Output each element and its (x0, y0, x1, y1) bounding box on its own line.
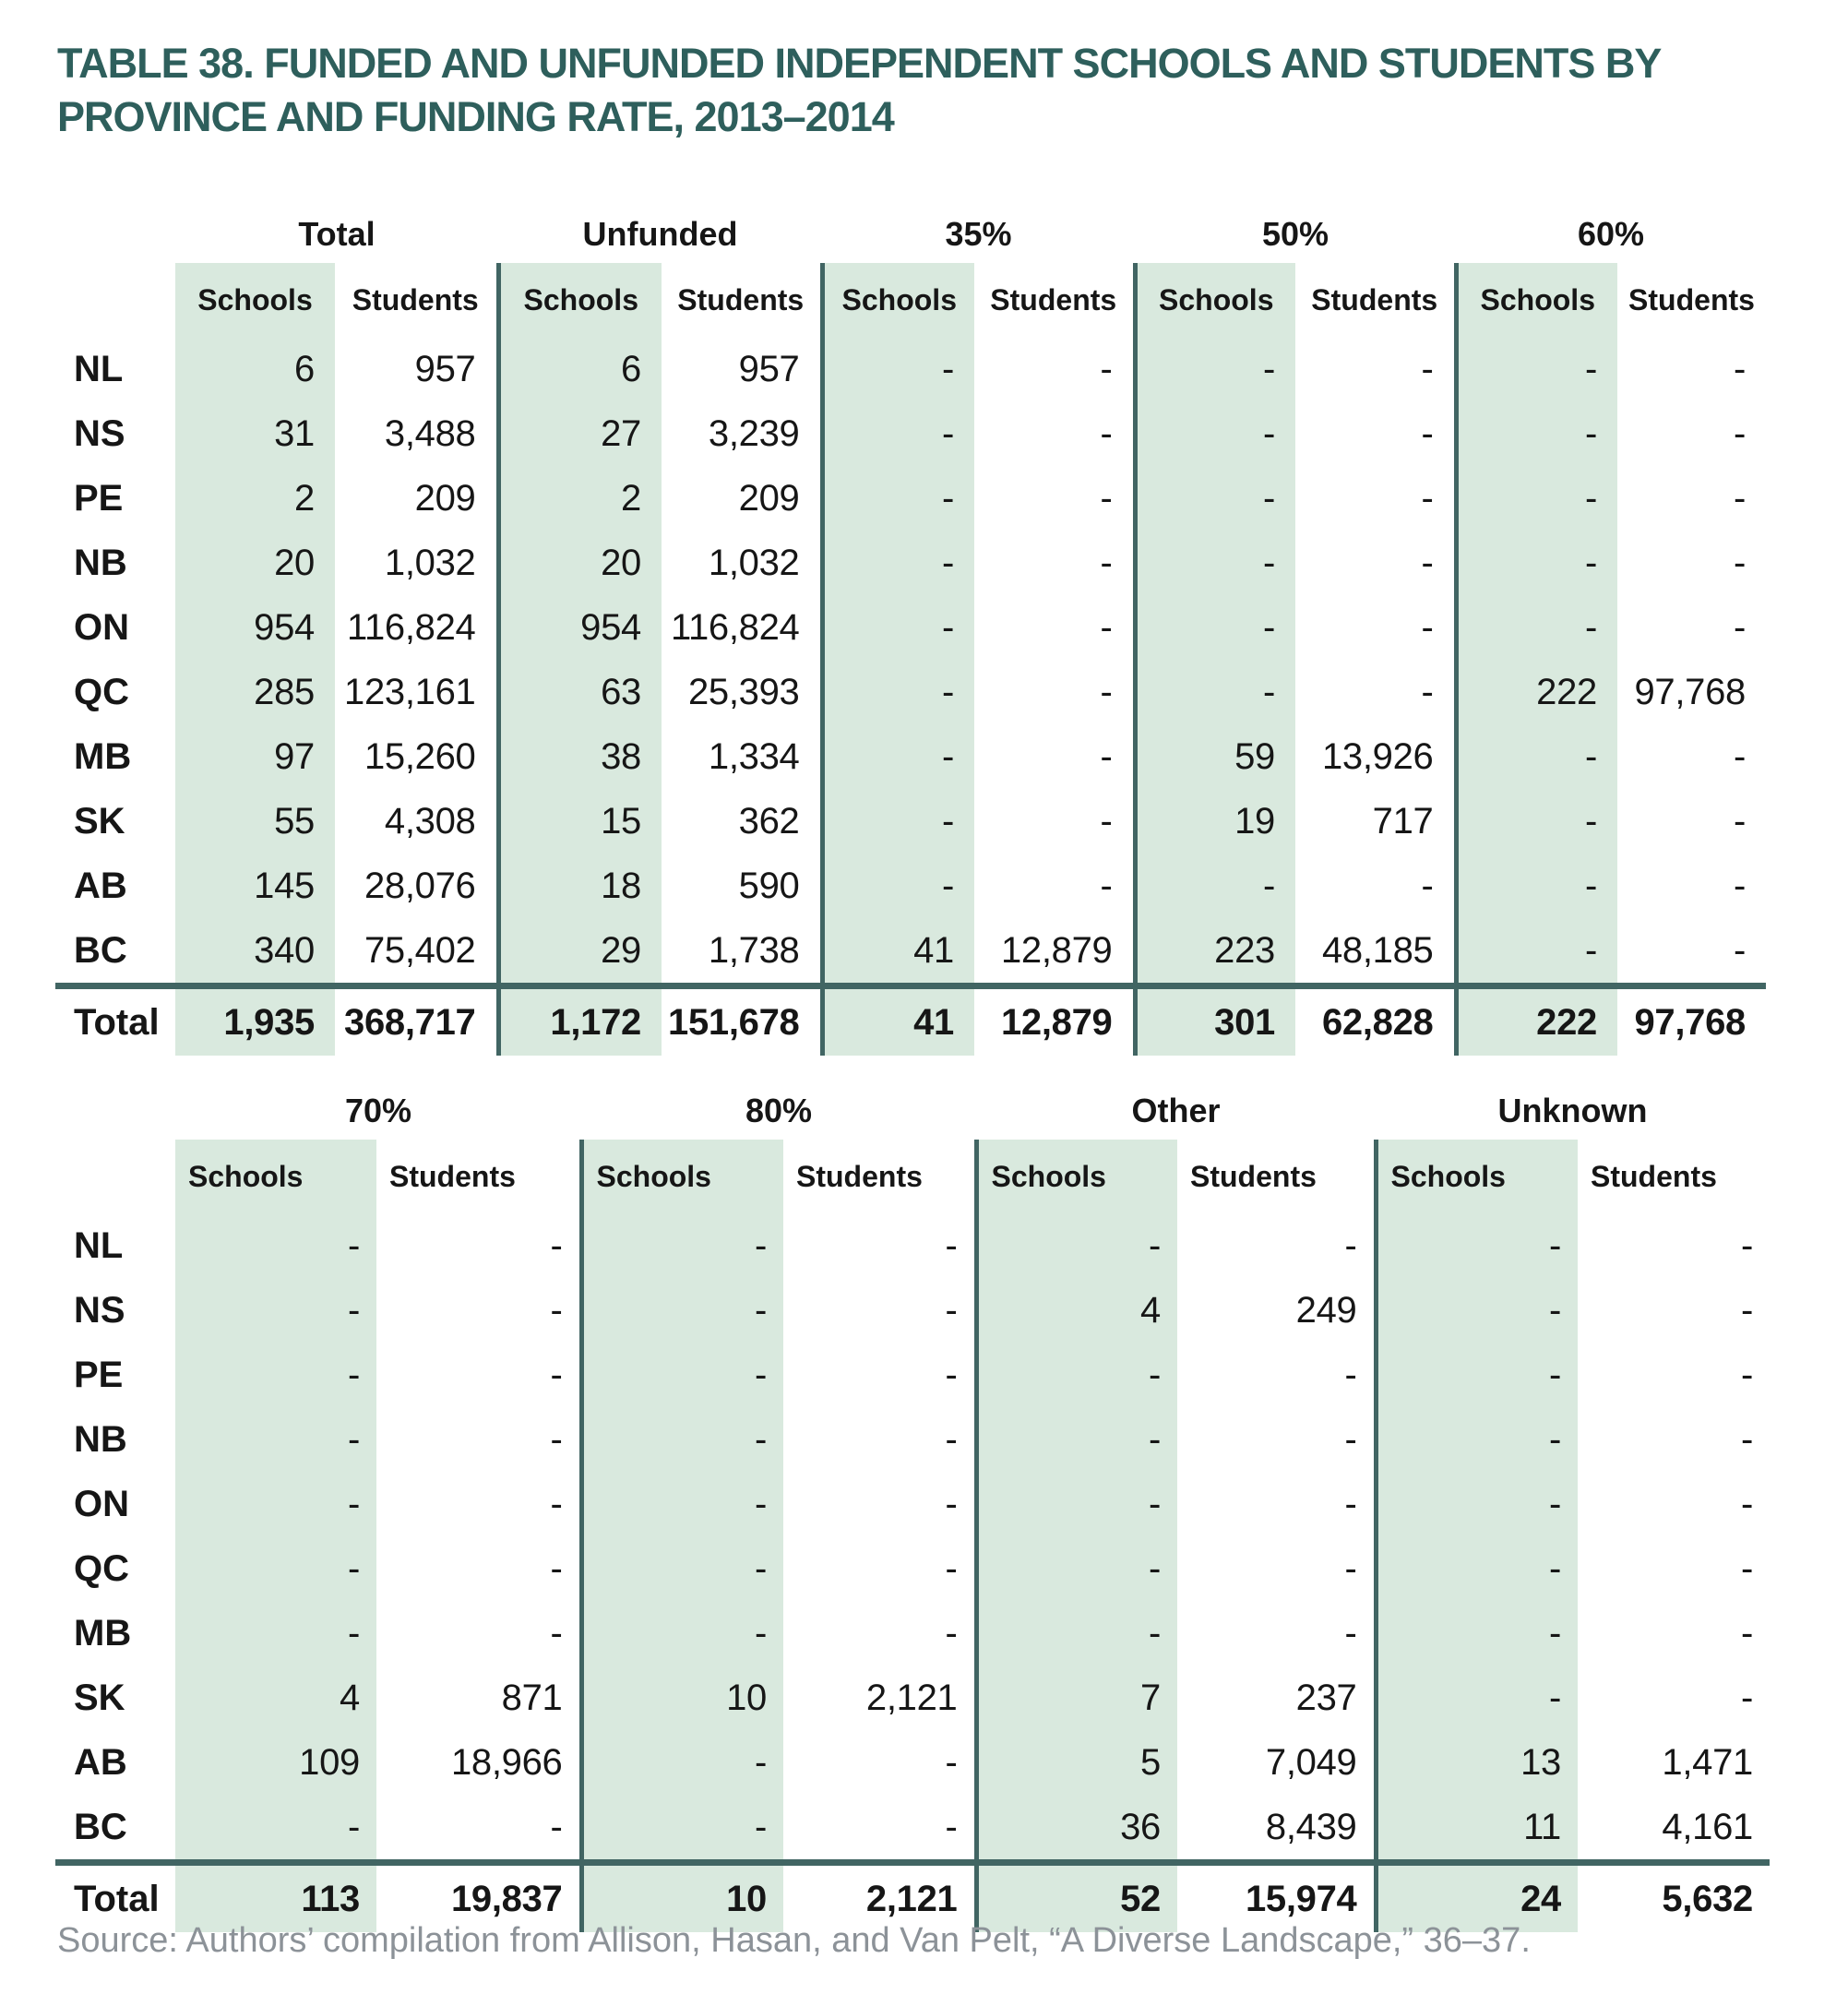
schools-cell: 27 (498, 401, 662, 466)
table-row (55, 1601, 1770, 1666)
students-cell: - (1344, 1612, 1357, 1654)
column-header: Schools (175, 1140, 376, 1213)
table-row (55, 724, 1766, 789)
students-cell: 3,488 (384, 412, 476, 454)
students-cell: - (550, 1418, 563, 1460)
students-cell: 1,334 (708, 735, 800, 777)
schools-cell: - (1135, 854, 1295, 918)
students-cell: 12,879 (974, 986, 1135, 1057)
students-cell: - (945, 1354, 958, 1395)
students-cell: 116,824 (670, 606, 800, 648)
students-cell: - (945, 1806, 958, 1847)
corner-cell (55, 1081, 175, 1140)
schools-cell: - (1456, 466, 1617, 531)
schools-cell: - (581, 1343, 783, 1407)
students-cell: 209 (414, 477, 476, 519)
table-row (55, 1666, 1770, 1730)
schools-cell: 52 (976, 1863, 1177, 1933)
students-cell: - (550, 1354, 563, 1395)
column-header: Students (1628, 282, 1755, 316)
source-note: Source: Authors’ compilation from Allison, Hasan, and Van Pelt, “A Diverse Landscape,” 36–37. (57, 1921, 1531, 1960)
students-cell: - (1344, 1547, 1357, 1589)
corner-cell (55, 263, 175, 337)
schools-cell: 10 (581, 1666, 783, 1730)
group-header: 35% (945, 215, 1012, 253)
column-header: Students (1311, 282, 1438, 316)
students-cell: 97,768 (1617, 986, 1766, 1057)
students-cell: 3,239 (708, 412, 800, 454)
table-row (55, 1278, 1770, 1343)
students-cell: 5,632 (1578, 1863, 1770, 1933)
row-label: NS (74, 1289, 125, 1331)
schools-cell: 145 (175, 854, 335, 918)
schools-cell: - (822, 337, 974, 401)
students-cell: - (1421, 606, 1434, 648)
row-label: PE (74, 477, 124, 519)
table-row (55, 789, 1766, 854)
students-cell: - (1421, 348, 1434, 389)
table-title-line2: PROVINCE AND FUNDING RATE, 2013–2014 (57, 93, 894, 140)
students-cell: - (945, 1289, 958, 1331)
column-header: Students (352, 282, 479, 316)
schools-cell: 6 (498, 337, 662, 401)
schools-cell: - (822, 466, 974, 531)
column-header: Students (1190, 1159, 1317, 1193)
table-row (55, 1472, 1770, 1536)
column-header: Students (1591, 1159, 1717, 1193)
column-header: Students (389, 1159, 516, 1193)
column-header: Schools (175, 263, 335, 337)
students-cell: - (945, 1612, 958, 1654)
students-cell: - (1733, 865, 1746, 906)
students-cell: - (550, 1289, 563, 1331)
table-row (55, 1795, 1770, 1863)
students-cell: 12,879 (1000, 929, 1113, 971)
schools-cell: - (1376, 1278, 1578, 1343)
schools-cell: 41 (822, 986, 974, 1057)
group-header: Total (298, 215, 376, 253)
students-cell: 13,926 (1321, 735, 1434, 777)
group-header: 80% (745, 1092, 813, 1129)
students-cell: - (1740, 1418, 1753, 1460)
funding-table-top (55, 205, 1766, 1056)
schools-cell: - (581, 1213, 783, 1278)
schools-cell: 41 (822, 918, 974, 986)
students-cell: - (550, 1483, 563, 1524)
schools-cell: - (581, 1730, 783, 1795)
schools-cell: - (175, 1213, 376, 1278)
schools-cell: - (976, 1343, 1177, 1407)
corner-cell (55, 1140, 175, 1213)
students-cell: - (1421, 477, 1434, 519)
row-label: ON (74, 1483, 129, 1524)
schools-cell: - (175, 1343, 376, 1407)
row-label: SK (74, 1677, 125, 1718)
schools-cell: - (1135, 337, 1295, 401)
table-row (55, 595, 1766, 660)
schools-cell: - (1135, 401, 1295, 466)
schools-cell: 19 (1135, 789, 1295, 854)
students-cell: 717 (1372, 800, 1434, 842)
students-cell: 15,974 (1177, 1863, 1376, 1933)
table-row (55, 466, 1766, 531)
table-row (55, 1213, 1770, 1278)
column-header: Schools (976, 1140, 1177, 1213)
students-cell: 15,260 (364, 735, 476, 777)
students-cell: - (1100, 606, 1113, 648)
students-cell: 2,121 (865, 1677, 958, 1718)
students-cell: 97,768 (1634, 671, 1746, 712)
schools-cell: 6 (175, 337, 335, 401)
students-cell: 957 (738, 348, 800, 389)
schools-cell: - (175, 1472, 376, 1536)
students-cell: - (1100, 865, 1113, 906)
schools-cell: - (822, 401, 974, 466)
schools-cell: 4 (976, 1278, 1177, 1343)
students-cell: - (945, 1418, 958, 1460)
table-row (55, 1536, 1770, 1601)
table-title (57, 37, 1773, 144)
row-label: PE (74, 1354, 124, 1395)
schools-cell: 954 (498, 595, 662, 660)
schools-cell: - (1456, 854, 1617, 918)
schools-cell: - (1456, 401, 1617, 466)
students-cell: - (550, 1547, 563, 1589)
students-cell: - (1100, 671, 1113, 712)
schools-cell: 18 (498, 854, 662, 918)
schools-cell: - (822, 660, 974, 724)
schools-cell: 223 (1135, 918, 1295, 986)
students-cell: 4,161 (1662, 1806, 1753, 1847)
table-row (55, 854, 1766, 918)
students-cell: 4,308 (384, 800, 476, 842)
schools-cell: - (581, 1472, 783, 1536)
schools-cell: 109 (175, 1730, 376, 1795)
students-cell: 1,471 (1662, 1741, 1753, 1783)
students-cell: 871 (501, 1677, 563, 1718)
schools-cell: - (1456, 918, 1617, 986)
schools-cell: 20 (175, 531, 335, 595)
students-cell: 1,032 (708, 542, 800, 583)
students-cell: 19,837 (376, 1863, 581, 1933)
schools-cell: 15 (498, 789, 662, 854)
table-row (55, 918, 1766, 986)
students-cell: 957 (414, 348, 476, 389)
table-title-line1: TABLE 38. FUNDED AND UNFUNDED INDEPENDENT SCHOOLS AND STUDENTS BY (57, 40, 1662, 87)
students-cell: - (1740, 1289, 1753, 1331)
students-cell: - (945, 1224, 958, 1266)
schools-cell: - (822, 789, 974, 854)
schools-cell: - (1376, 1536, 1578, 1601)
students-cell: 249 (1295, 1289, 1357, 1331)
schools-cell: - (581, 1601, 783, 1666)
students-cell: - (1100, 542, 1113, 583)
schools-cell: 5 (976, 1730, 1177, 1795)
schools-cell: - (1456, 531, 1617, 595)
group-header: Other (1131, 1092, 1221, 1129)
schools-cell: 285 (175, 660, 335, 724)
row-label: QC (74, 671, 129, 712)
students-cell: 151,678 (662, 986, 822, 1057)
students-cell: - (1733, 477, 1746, 519)
row-label: MB (74, 1612, 132, 1654)
students-cell: - (1740, 1547, 1753, 1589)
schools-cell: - (581, 1278, 783, 1343)
students-cell: 209 (738, 477, 800, 519)
row-label: ON (74, 606, 129, 648)
schools-cell: 1,172 (498, 986, 662, 1057)
students-cell: - (945, 1741, 958, 1783)
column-header: Schools (1376, 1140, 1578, 1213)
students-cell: - (1740, 1677, 1753, 1718)
students-cell: - (1421, 542, 1434, 583)
schools-cell: - (822, 531, 974, 595)
schools-cell: 954 (175, 595, 335, 660)
schools-cell: 24 (1376, 1863, 1578, 1933)
students-cell: 1,738 (708, 929, 800, 971)
schools-cell: - (175, 1795, 376, 1863)
students-cell: - (945, 1483, 958, 1524)
schools-cell: 1,935 (175, 986, 335, 1057)
column-header: Schools (498, 263, 662, 337)
group-header: Unfunded (582, 215, 738, 253)
table-row (55, 1407, 1770, 1472)
funding-table-bottom (55, 1081, 1770, 1932)
column-header: Schools (581, 1140, 783, 1213)
row-label: NL (74, 348, 124, 389)
schools-cell: 10 (581, 1863, 783, 1933)
subheader-row (55, 263, 1766, 337)
schools-cell: - (822, 854, 974, 918)
schools-cell: - (1376, 1213, 1578, 1278)
students-cell: 2,121 (783, 1863, 976, 1933)
schools-cell: 7 (976, 1666, 1177, 1730)
schools-cell: - (976, 1472, 1177, 1536)
total-row (55, 986, 1766, 1057)
students-cell: - (550, 1612, 563, 1654)
row-label: AB (74, 865, 127, 906)
group-header-row (55, 205, 1766, 263)
schools-cell: - (581, 1536, 783, 1601)
students-cell: - (1740, 1224, 1753, 1266)
schools-cell: 13 (1376, 1730, 1578, 1795)
column-header: Schools (822, 263, 974, 337)
students-cell: 18,966 (450, 1741, 563, 1783)
students-cell: - (1733, 542, 1746, 583)
students-cell: - (1100, 800, 1113, 842)
schools-cell: - (581, 1795, 783, 1863)
schools-cell: 301 (1135, 986, 1295, 1057)
schools-cell: 31 (175, 401, 335, 466)
students-cell: 1,032 (384, 542, 476, 583)
schools-cell: - (175, 1278, 376, 1343)
schools-cell: - (1376, 1343, 1578, 1407)
schools-cell: - (1456, 789, 1617, 854)
schools-cell: - (976, 1407, 1177, 1472)
column-header: Schools (1135, 263, 1295, 337)
students-cell: - (1733, 800, 1746, 842)
schools-cell: 36 (976, 1795, 1177, 1863)
students-cell: - (1100, 477, 1113, 519)
students-cell: 368,717 (335, 986, 498, 1057)
table-row (55, 1343, 1770, 1407)
schools-cell: 38 (498, 724, 662, 789)
schools-cell: - (822, 595, 974, 660)
students-cell: 590 (738, 865, 800, 906)
table-row (55, 660, 1766, 724)
schools-cell: - (175, 1536, 376, 1601)
column-header: Students (677, 282, 805, 316)
students-cell: 116,824 (346, 606, 476, 648)
students-cell: - (1344, 1354, 1357, 1395)
group-header: Unknown (1497, 1092, 1648, 1129)
students-cell: - (1344, 1224, 1357, 1266)
students-cell: 25,393 (687, 671, 800, 712)
column-header: Schools (1456, 263, 1617, 337)
students-cell: - (1421, 412, 1434, 454)
row-label: NS (74, 412, 125, 454)
schools-cell: - (822, 724, 974, 789)
schools-cell: - (1376, 1407, 1578, 1472)
row-label: NB (74, 1418, 127, 1460)
schools-cell: 29 (498, 918, 662, 986)
table-row (55, 1730, 1770, 1795)
students-cell: 237 (1295, 1677, 1357, 1718)
column-header: Students (990, 282, 1117, 316)
schools-cell: - (1376, 1666, 1578, 1730)
students-cell: - (1733, 735, 1746, 777)
schools-cell: - (1135, 660, 1295, 724)
row-label: NB (74, 542, 127, 583)
students-cell: - (1421, 865, 1434, 906)
row-label: SK (74, 800, 125, 842)
schools-cell: - (1135, 466, 1295, 531)
students-cell: - (1100, 348, 1113, 389)
schools-cell: 340 (175, 918, 335, 986)
table-row (55, 337, 1766, 401)
schools-cell: - (1135, 531, 1295, 595)
schools-cell: - (175, 1407, 376, 1472)
schools-cell: 113 (175, 1863, 376, 1933)
students-cell: - (550, 1224, 563, 1266)
row-label: BC (74, 1806, 127, 1847)
students-cell: - (1100, 735, 1113, 777)
students-cell: 123,161 (344, 671, 476, 712)
group-header: 60% (1577, 215, 1645, 253)
schools-cell: - (976, 1213, 1177, 1278)
row-label: NL (74, 1224, 124, 1266)
corner-cell (55, 205, 175, 263)
schools-cell: 11 (1376, 1795, 1578, 1863)
students-cell: - (1733, 412, 1746, 454)
students-cell: - (1344, 1418, 1357, 1460)
students-cell: 362 (738, 800, 800, 842)
schools-cell: - (976, 1536, 1177, 1601)
students-cell: - (1344, 1483, 1357, 1524)
group-header: 70% (344, 1092, 412, 1129)
schools-cell: - (581, 1407, 783, 1472)
students-cell: - (1740, 1612, 1753, 1654)
schools-cell: 97 (175, 724, 335, 789)
students-cell: 62,828 (1295, 986, 1456, 1057)
schools-cell: - (1376, 1472, 1578, 1536)
students-cell: 28,076 (364, 865, 476, 906)
students-cell: 48,185 (1321, 929, 1434, 971)
schools-cell: 222 (1456, 986, 1617, 1057)
students-cell: - (1733, 929, 1746, 971)
schools-cell: 63 (498, 660, 662, 724)
students-cell: 8,439 (1265, 1806, 1357, 1847)
row-label: BC (74, 929, 127, 971)
schools-cell: - (1135, 595, 1295, 660)
schools-cell: 2 (498, 466, 662, 531)
schools-cell: - (1456, 724, 1617, 789)
schools-cell: 55 (175, 789, 335, 854)
schools-cell: - (1376, 1601, 1578, 1666)
schools-cell: 59 (1135, 724, 1295, 789)
subheader-row (55, 1140, 1770, 1213)
students-cell: - (945, 1547, 958, 1589)
students-cell: 75,402 (364, 929, 476, 971)
row-label: MB (74, 735, 132, 777)
group-header: 50% (1261, 215, 1329, 253)
students-cell: - (1733, 348, 1746, 389)
table-row (55, 401, 1766, 466)
schools-cell: 4 (175, 1666, 376, 1730)
students-cell: - (550, 1806, 563, 1847)
group-header-row (55, 1081, 1770, 1140)
row-label: QC (74, 1547, 129, 1589)
students-cell: - (1733, 606, 1746, 648)
schools-cell: 222 (1456, 660, 1617, 724)
students-cell: - (1740, 1354, 1753, 1395)
students-cell: - (1421, 671, 1434, 712)
schools-cell: - (1456, 595, 1617, 660)
row-label: Total (55, 986, 175, 1057)
schools-cell: 2 (175, 466, 335, 531)
schools-cell: - (175, 1601, 376, 1666)
row-label: AB (74, 1741, 127, 1783)
column-header: Students (796, 1159, 923, 1193)
table-row (55, 531, 1766, 595)
schools-cell: 20 (498, 531, 662, 595)
schools-cell: - (976, 1601, 1177, 1666)
students-cell: - (1740, 1483, 1753, 1524)
students-cell: - (1100, 412, 1113, 454)
students-cell: 7,049 (1265, 1741, 1357, 1783)
row-label: Total (55, 1863, 175, 1933)
schools-cell: - (1456, 337, 1617, 401)
